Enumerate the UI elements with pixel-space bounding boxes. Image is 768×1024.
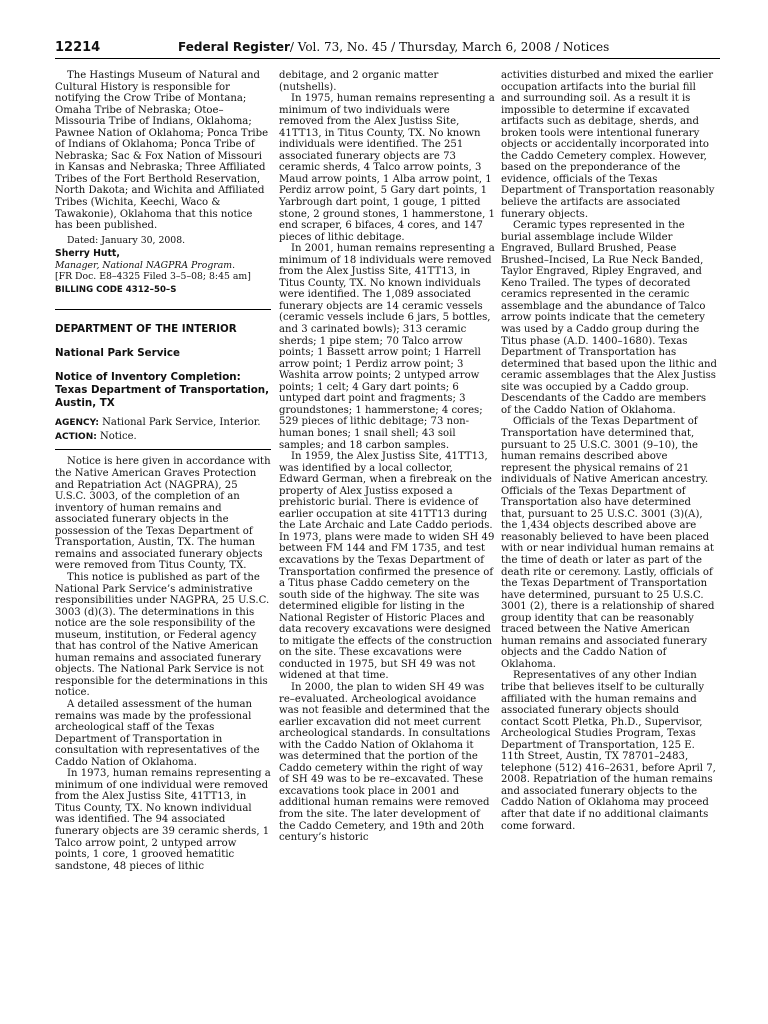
body-paragraph: This notice is published as part of the National Park Service’s administrative responsibilities under NAGPRA, 25 U.S.C. 3003 (d)(3). The determinations in this notice are the sole responsibility of the museum, institution, or Federal agency that has control of the Native American human remains and associated funerary objects. The National Park Service is not responsible for the determinations in this notice.: [55, 571, 270, 699]
action-label: ACTION:: [55, 432, 97, 443]
column-3: [501, 70, 717, 832]
body-paragraph: A detailed assessment of the human remains was made by the professional archeological staff of the Texas Department of Transportation in consultation with representatives of the Caddo Nation of Oklahoma.: [55, 698, 260, 768]
page-number: 12214: [55, 40, 101, 55]
fr-doc-line: [FR Doc. E8–4325 Filed 3–5–08; 8:45 am]: [55, 271, 251, 283]
department-heading: DEPARTMENT OF THE INTERIOR: [55, 309, 271, 336]
column-2: [279, 70, 495, 844]
signer-name: Sherry Hutt,: [55, 248, 120, 260]
divider-line: [55, 449, 271, 450]
body-paragraph: Officials of the Texas Department of Transportation have determined that, pursuant to 25 U.S.C. 3001 (9–10), the human remains described above represent the physical remains of 21 individuals of Native American ancestry. Officials of the Texas Department of Transportation also have determined that, pursuant to 25 U.S.C. 3001 (3)(A), the 1,434 objects described above are reasonably believed to have been placed with or near individual human remains at the time of death or later as part of the death rite or ceremony. Lastly, officials of the Texas Department of Transportation have determined, pursuant to 25 U.S.C. 3001 (2), there is a relationship of shared group identity that can be reasonably traced between the Native American human remains and associated funerary objects and the Caddo Nation of Oklahoma.: [501, 416, 715, 670]
notice-title: Notice of Inventory Completion: Texas Department of Transportation, Austin, TX: [55, 371, 270, 410]
header-title: [178, 40, 609, 54]
issue-details: / Vol. 73, No. 45 / Thursday, March 6, 2008 / Notices: [289, 40, 610, 54]
agency-line: [55, 416, 271, 430]
body-paragraph: In 2001, human remains representing a minimum of 18 individuals were removed from the Alex Justiss Site, 41TT13, in Titus County, TX. No known individuals were identified. The 1,089 associated funerary objects are 14 ceramic vessels (ceramic vessels include 6 jars, 5 bottles, and 3 carinated bowls); 313 ceramic sherds; 1 pipe stem; 70 Talco arrow points; 1 Bassett arrow point; 1 Harrell arrow point; 1 Perdiz arrow point; 3 Washita arrow points; 2 untyped arrow points; 1 celt; 4 Gary dart points; 6 untyped dart point and fragments; 3 groundstones; 1 hammerstone; 4 cores; 529 pieces of lithic debitage; 73 non-human bones; 1 snail shell; 43 soil samples; and 18 carbon samples.: [279, 243, 495, 451]
signer-title: Manager, National NAGPRA Program.: [55, 259, 236, 271]
intro-paragraph: The Hastings Museum of Natural and Cultural History is responsible for notifying the Crow Tribe of Montana; Omaha Tribe of Nebraska; Otoe–Missouria Tribe of Indians, Oklahoma; Pawnee Nation of Oklahoma; Ponca Tribe of Indians of Oklahoma; Ponca Tribe of Nebraska; Sac & Fox Nation of Missouri in Kansas and Nebraska; Three Affiliated Tribes of the Fort Berthold Reservation, North Dakota; and Wichita and Affiliated Tribes (Wichita, Keechi, Waco & Tawakonie), Oklahoma that this notice has been published.: [55, 70, 269, 232]
body-paragraph: Representatives of any other Indian tribe that believes itself to be culturally affiliated with the human remains and associated funerary objects should contact Scott Pletka, Ph.D., Supervisor, Archeological Studies Program, Texas Department of Transportation, 125 E. 11th Street, Austin, TX 78701–2483, telephone (512) 416–2631, before April 7, 2008. Repatriation of the human remains and associated funerary objects to the Caddo Nation of Oklahoma may proceed after that date if no additional claimants come forward.: [501, 670, 716, 832]
action-line: [55, 430, 271, 444]
agency-label: AGENCY:: [55, 418, 99, 429]
publication-name: Federal Register: [178, 40, 290, 54]
body-paragraph: Notice is here given in accordance with the Native American Graves Protection and Repatriation Act (NAGPRA), 25 U.S.C. 3003, of the completion of an inventory of human remains and associated funerary objects in the possession of the Texas Department of Transportation, Austin, TX. The human remains and associated funerary objects were removed from Titus County, TX.: [55, 456, 271, 572]
agency-action-block: [55, 416, 271, 444]
billing-code: BILLING CODE 4312–50–S: [55, 284, 177, 295]
body-paragraph: In 1975, human remains representing a minimum of two individuals were removed from the Alex Justiss Site, 41TT13, in Titus County, TX. No known individuals were identified. The 251 associated funerary objects are 73 ceramic sherds, 4 Talco arrow points, 3 Maud arrow points, 1 Alba arrow point, 1 Perdiz arrow point, 5 Gary dart points, 1 Yarbrough dart point, 1 gouge, 1 pitted stone, 2 ground stones, 1 hammerstone, 1 end scraper, 6 bifaces, 4 cores, and 147 pieces of lithic debitage.: [279, 93, 495, 243]
action-value: Notice.: [96, 431, 137, 443]
body-paragraph: activities disturbed and mixed the earlier occupation artifacts into the burial fill and surrounding soil. As a result it is impossible to determine if excavated artifacts such as debitage, sherds, and broken tools were intentional funerary objects or accidentally incorporated into the Caddo Cemetery complex. However, based on the preponderance of the evidence, officials of the Texas Department of Transportation reasonably believe the artifacts are associated funerary objects.: [501, 70, 715, 220]
body-paragraph: In 1973, human remains representing a minimum of one individual were removed from the Alex Justiss Site, 41TT13, in Titus County, TX. No known individual was identified. The 94 associated funerary objects are 39 ceramic sherds, 1 Talco arrow point, 2 untyped arrow points, 1 core, 1 grooved hematitic sandstone, 48 pieces of lithic: [55, 768, 271, 872]
agency-heading: National Park Service: [55, 346, 181, 359]
running-header: [55, 36, 720, 59]
body-paragraph: Ceramic types represented in the burial assemblage include Wilder Engraved, Bullard Brushed, Pease Brushed–Incised, La Rue Neck Banded, Taylor Engraved, Ripley Engraved, and Keno Trailed. The types of decorated ceramics represented in the ceramic assemblage and the abundance of Talco arrow points indicate that the cemetery was used by a Caddo group during the Titus phase (A.D. 1400–1680). Texas Department of Transportation has determined that based upon the lithic and ceramic assemblages that the Alex Justiss site was occupied by a Caddo group. Descendants of the Caddo are members of the Caddo Nation of Oklahoma.: [501, 220, 717, 416]
dated-line: Dated: January 30, 2008.: [67, 234, 186, 246]
body-paragraph: debitage, and 2 organic matter (nutshells).: [279, 70, 439, 93]
column-1: [55, 70, 271, 872]
agency-value: National Park Service, Interior.: [98, 417, 261, 429]
body-paragraph: In 2000, the plan to widen SH 49 was re–evaluated. Archeological avoidance was not feasible and determined that the earlier excavation did not meet current archeological standards. In consultations with the Caddo Nation of Oklahoma it was determined that the portion of the Caddo cemetery within the right of way of SH 49 was to be re–excavated. These excavations took place in 2001 and additional human remains were removed from the site. The later development of the Caddo Cemetery, and 19th and 20th century’s historic: [279, 681, 491, 844]
body-paragraph: In 1959, the Alex Justiss Site, 41TT13, was identified by a local collector, Edward German, when a firebreak on the property of Alex Justiss exposed a prehistoric burial. There is evidence of earlier occupation at site 41TT13 during the Late Archaic and Late Caddo periods. In 1973, plans were made to widen SH 49 between FM 144 and FM 1735, and test excavations by the Texas Department of Transportation confirmed the presence of a Titus phase Caddo cemetery on the south side of the highway. The site was determined eligible for listing in the National Register of Historic Places and data recovery excavations were designed to mitigate the effects of the construction on the site. These excavations were conducted in 1975, but SH 49 was not widened at that time.: [279, 451, 495, 682]
